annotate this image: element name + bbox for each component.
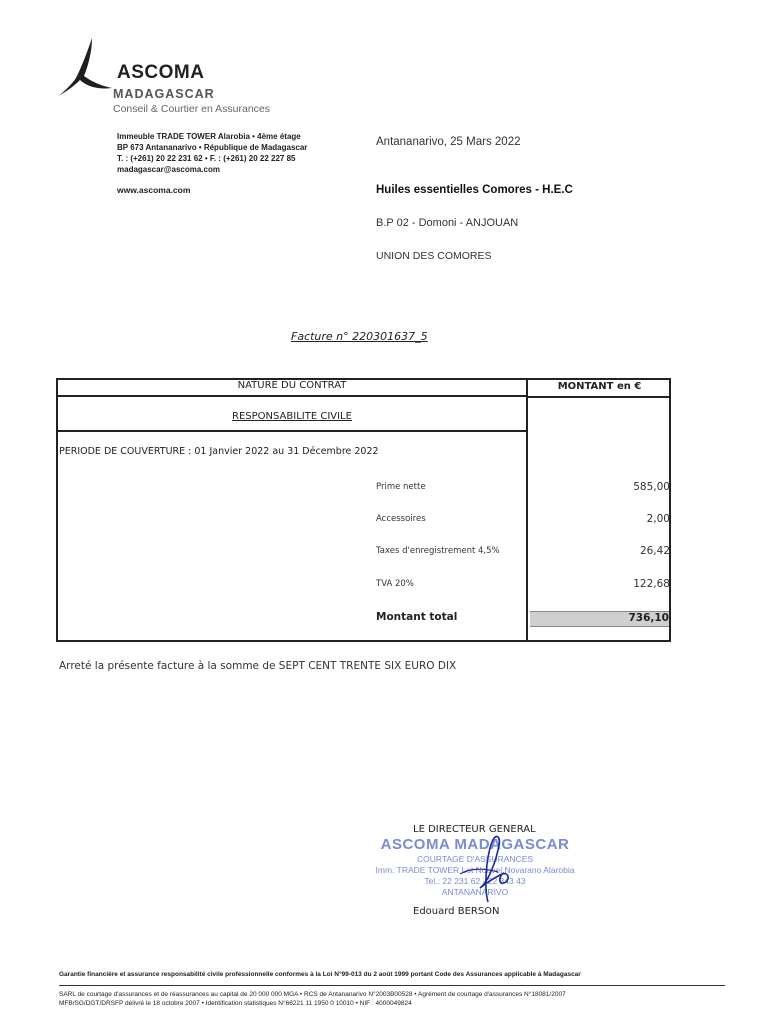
stamp-line: Imm. TRADE TOWER Lot Nouvel Novarano Alarobia — [375, 865, 575, 875]
header-montant: MONTANT en € — [557, 381, 642, 392]
total-label: Montant total — [376, 611, 458, 623]
footer-divider — [59, 985, 725, 986]
brand-subtitle: MADAGASCAR — [113, 87, 215, 101]
ascoma-logo-icon — [58, 36, 114, 102]
recipient-country: UNION DES COMORES — [376, 250, 492, 262]
brand-name: ASCOMA — [117, 62, 205, 83]
brand-tagline: Conseil & Courtier en Assurances — [113, 103, 270, 115]
website-link[interactable]: www.ascoma.com — [117, 185, 191, 195]
line-value: 26,42 — [639, 545, 670, 557]
handwritten-signature — [440, 828, 560, 908]
footer-legal-line: MFB/SG/DGT/DRSFP délivré le 18 octobre 2007 • Identification statistiques N°66221 11 1950 0 10010 • NIF : 4000049824 — [59, 1000, 412, 1007]
footer-legal-line: SARL de courtage d'assurances et de réassurances au capital de 20 000 000 MGA • RCS de Antananarivo N°2003B00528 • Agrément de courtage d'assurances N°18081/2007 — [59, 991, 566, 998]
address-line: Immeuble TRADE TOWER Alarobia • 4ème étage — [117, 132, 301, 141]
line-label: Taxes d'enregistrement 4,5% — [376, 546, 500, 556]
line-label: Prime nette — [376, 482, 426, 492]
total-value: 736,10 — [628, 612, 669, 624]
line-label: TVA 20% — [376, 579, 414, 589]
recipient-address: B.P 02 - Domoni - ANJOUAN — [376, 217, 519, 229]
stamp-line: COURTAGE D'ASSURANCES — [416, 854, 534, 864]
invoice-number: Facture n° 220301637_5 — [291, 330, 428, 343]
stamp-line: Tel.: 22 231 62 - 22 343 43 — [424, 876, 526, 886]
address-line: madagascar@ascoma.com — [117, 165, 220, 174]
address-line: T. : (+261) 20 22 231 62 • F. : (+261) 20 22 227 85 — [117, 154, 296, 163]
line-value: 2,00 — [646, 513, 670, 525]
footer-guarantee: Garantie financière et assurance responsabilité civile professionnelle conformes à la Loi N°99-013 du 2 août 1999 portant Code des Assurances applicable à Madagascar — [59, 971, 581, 978]
sender-address — [117, 131, 307, 175]
stamp-line: ASCOMA MADAGASCAR — [380, 836, 570, 853]
amount-column — [528, 378, 671, 642]
stamp-line: ANTANANARIVO — [441, 887, 509, 897]
line-value: 122,68 — [633, 578, 670, 590]
amount-in-words: Arreté la présente facture à la somme de SEPT CENT TRENTE SIX EURO DIX — [59, 660, 457, 672]
recipient-company: Huiles essentielles Comores - H.E.C — [376, 184, 573, 196]
header-nature: NATURE DU CONTRAT — [237, 380, 347, 391]
table-divider — [528, 396, 671, 398]
invoice-date: Antananarivo, 25 Mars 2022 — [376, 136, 521, 148]
line-label: Accessoires — [376, 514, 426, 524]
address-line: BP 673 Antananarivo • République de Madagascar — [117, 143, 308, 152]
table-divider — [56, 430, 528, 432]
signatory-name: Edouard BERSON — [413, 906, 500, 917]
signatory-title: LE DIRECTEUR GENERAL — [413, 824, 536, 835]
footer-legal — [59, 990, 725, 1008]
line-value: 585,00 — [633, 481, 670, 493]
contract-type: RESPONSABILITE CIVILE — [232, 411, 352, 422]
coverage-period: PERIODE DE COUVERTURE : 01 Janvier 2022 au 31 Décembre 2022 — [59, 446, 379, 457]
